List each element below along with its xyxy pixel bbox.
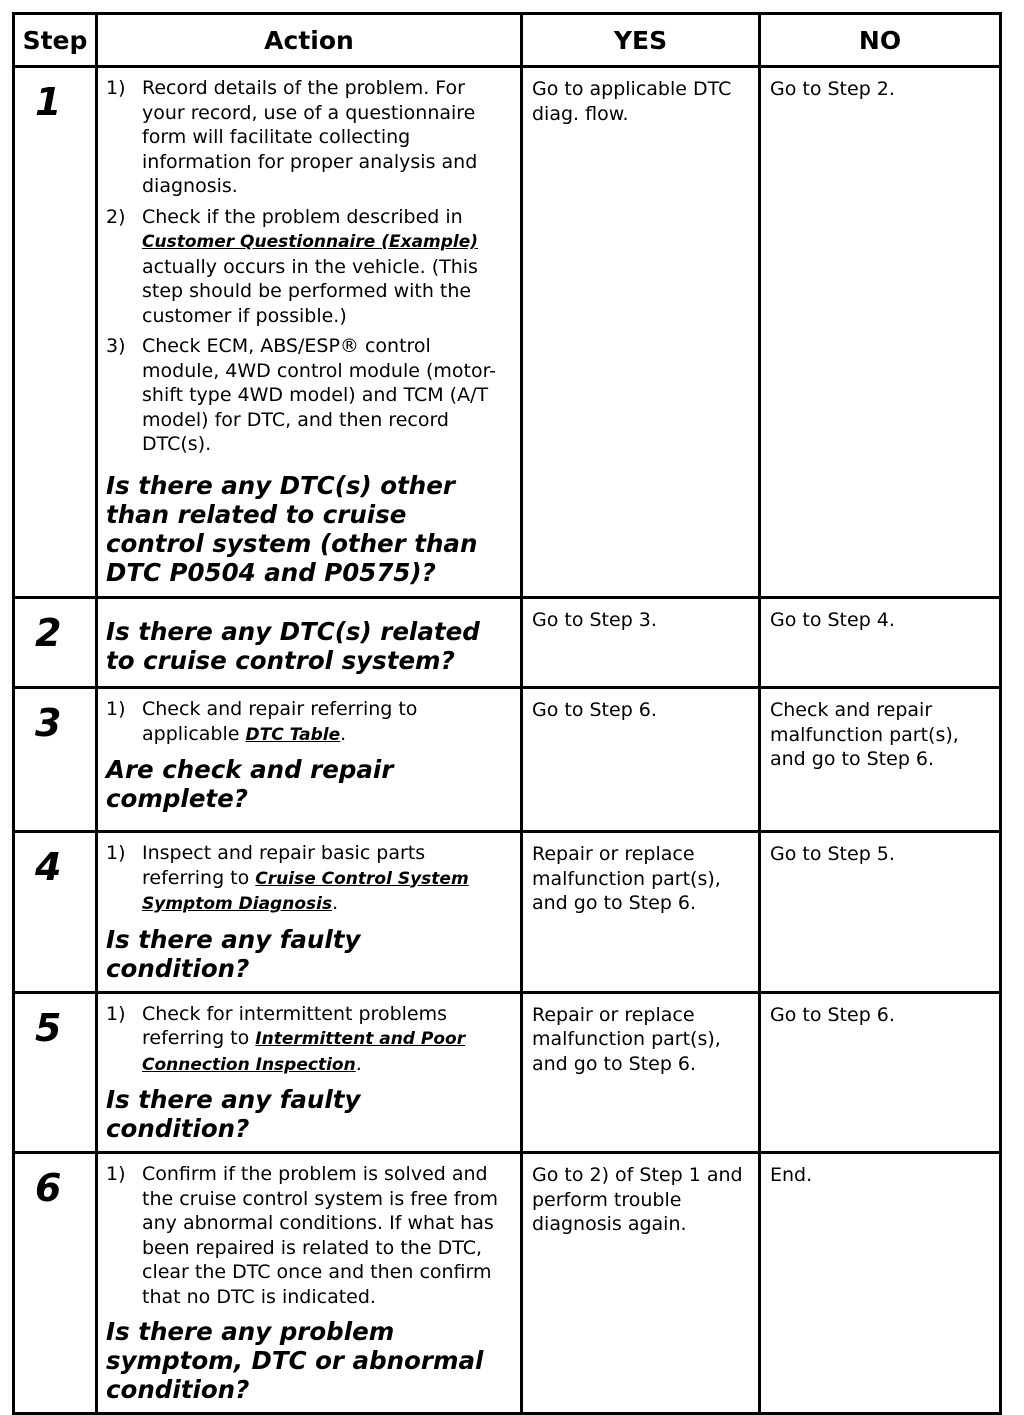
action-list [106,697,508,747]
step-question: Is there any DTC(s) related to cruise control system? [106,617,480,675]
action-list [106,1162,508,1309]
no-cell: Go to Step 4. [760,598,1001,688]
intermittent-connection-inspection-link[interactable]: Intermittent and Poor Connection Inspection [142,1029,466,1075]
item-number: 2) [106,205,126,228]
yes-cell: Go to applicable DTC diag. flow. [522,67,760,598]
yes-cell: Go to Step 6. [522,688,760,832]
item-text-before: Check and repair referring to applicable [142,698,418,745]
header-action: Action [97,14,522,67]
action-list [106,1002,508,1078]
list-item [106,334,508,457]
yes-cell: Go to Step 3. [522,598,760,688]
yes-cell: Repair or replace malfunction part(s), and go to Step 6. [522,832,760,993]
no-cell: End. [760,1153,1001,1414]
diagnosis-flow-table [12,12,1002,1415]
table-row [14,1153,1001,1414]
no-cell: Go to Step 2. [760,67,1001,598]
item-number: 3) [106,335,126,357]
item-text-after: actually occurs in the vehicle. (This step should be performed with the customer if possible.) [142,255,478,327]
item-text: Check ECM, ABS/ESP® control module, 4WD control module (motor-shift type 4WD model) and TCM (A/T model) for DTC, and then record DTC(s). [142,335,497,455]
step-question: Is there any faulty condition? [106,1085,361,1143]
step-question: Is there any faulty condition? [106,924,361,983]
item-number: 1) [106,698,126,720]
item-text-before: Check if the problem described in [142,205,463,228]
action-cell [97,832,522,993]
action-list [106,76,508,457]
item-text-after: . [340,722,347,745]
step-number: 1 [14,67,97,598]
item-text: Confirm if the problem is solved and the cruise control system is free from any abnormal conditions. If what has been repaired is related to the DTC, clear the DTC once and then confirm that no DTC is indicated. [142,1163,498,1308]
cruise-control-symptom-diagnosis-link[interactable]: Cruise Control System Symptom Diagnosis [142,868,469,914]
item-text-before: Check for intermittent problems referring to [142,1002,448,1049]
item-number: 1) [106,842,126,864]
header-no: NO [760,14,1001,67]
header-yes: YES [522,14,760,67]
table-row [14,688,1001,832]
action-cell [97,598,522,688]
dtc-table-link[interactable]: DTC Table [245,724,341,745]
action-cell [97,67,522,598]
header-step: Step [14,14,97,67]
table-row [14,598,1001,688]
list-item [106,1162,508,1309]
step-number: 6 [14,1153,97,1414]
customer-questionnaire-link[interactable]: Customer Questionnaire (Example) [142,232,479,252]
no-cell: Go to Step 5. [760,832,1001,993]
step-number: 3 [14,688,97,832]
no-cell: Go to Step 6. [760,992,1001,1153]
item-text-after: . [332,892,339,914]
step-number: 2 [14,598,97,688]
step-number: 5 [14,992,97,1153]
table-row [14,67,1001,598]
step-question: Is there any DTC(s) other than related to cruise control system (other than DTC P0504 and P0575)? [106,470,478,587]
item-number: 1) [106,1163,126,1185]
header-row [14,14,1001,67]
action-cell [97,1153,522,1414]
list-item [106,841,508,917]
step-question: Are check and repair complete? [106,755,394,813]
no-cell: Check and repair malfunction part(s), and go to Step 6. [760,688,1001,832]
item-text-before: Inspect and repair basic parts referring to [142,842,426,889]
yes-cell: Repair or replace malfunction part(s), and go to Step 6. [522,992,760,1153]
item-text: Record details of the problem. For your record, use of a questionnaire form will facilitate collecting information for proper analysis and diagnosis. [142,77,478,197]
item-text-after: . [355,1052,362,1075]
action-list [106,841,508,917]
list-item [106,76,508,199]
list-item [106,697,508,747]
list-item [106,205,508,329]
yes-cell: Go to 2) of Step 1 and perform trouble diagnosis again. [522,1153,760,1414]
table-row [14,832,1001,993]
list-item [106,1002,508,1078]
step-number: 4 [14,832,97,993]
step-question: Is there any problem symptom, DTC or abnormal condition? [106,1317,484,1404]
item-number: 1) [106,1002,126,1025]
action-cell [97,688,522,832]
item-number: 1) [106,77,126,99]
table-row [14,992,1001,1153]
action-cell [97,992,522,1153]
